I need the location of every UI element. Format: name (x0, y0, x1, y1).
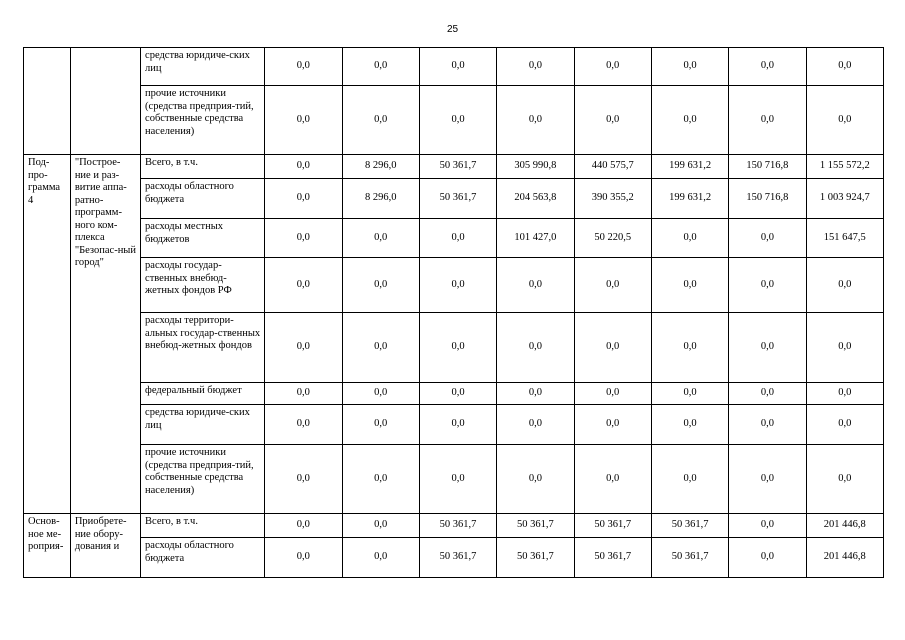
amount-cell: 150 716,8 (729, 179, 806, 219)
amount-cell: 0,0 (574, 48, 651, 86)
amount-cell: 50 361,7 (419, 538, 496, 578)
amount-cell: 201 446,8 (806, 538, 883, 578)
amount-cell: 0,0 (497, 445, 574, 514)
funding-source-label: прочие источники (средства предприя-тий, собственные средства населения) (141, 445, 265, 514)
amount-cell: 0,0 (574, 445, 651, 514)
amount-cell: 0,0 (342, 86, 419, 155)
amount-cell: 0,0 (265, 383, 342, 405)
amount-cell: 0,0 (497, 313, 574, 383)
amount-cell: 0,0 (419, 219, 496, 258)
table-row (24, 405, 884, 445)
table-row (24, 179, 884, 219)
amount-cell: 0,0 (806, 445, 883, 514)
table-row (24, 538, 884, 578)
amount-cell: 0,0 (729, 538, 806, 578)
amount-cell: 0,0 (342, 538, 419, 578)
table-row (24, 219, 884, 258)
funding-source-label: средства юридиче-ских лиц (141, 405, 265, 445)
amount-cell: 0,0 (574, 313, 651, 383)
amount-cell: 50 361,7 (574, 514, 651, 538)
amount-cell: 0,0 (651, 313, 728, 383)
amount-cell: 204 563,8 (497, 179, 574, 219)
amount-cell: 50 361,7 (497, 514, 574, 538)
amount-cell: 0,0 (806, 383, 883, 405)
table-row (24, 445, 884, 514)
amount-cell: 0,0 (806, 405, 883, 445)
amount-cell: 50 361,7 (419, 155, 496, 179)
table-row (24, 258, 884, 313)
amount-cell: 0,0 (651, 445, 728, 514)
page-number: 25 (446, 24, 459, 35)
funding-source-label: расходы местных бюджетов (141, 219, 265, 258)
amount-cell: 199 631,2 (651, 179, 728, 219)
funding-source-label: расходы государ-ственных внебюд-жетных фондов РФ (141, 258, 265, 313)
amount-cell: 0,0 (265, 313, 342, 383)
amount-cell: 305 990,8 (497, 155, 574, 179)
table-row (24, 383, 884, 405)
table-row (24, 86, 884, 155)
amount-cell: 0,0 (729, 383, 806, 405)
amount-cell: 0,0 (419, 383, 496, 405)
amount-cell: 0,0 (729, 514, 806, 538)
amount-cell: 0,0 (574, 405, 651, 445)
amount-cell: 0,0 (265, 514, 342, 538)
amount-cell: 0,0 (651, 48, 728, 86)
amount-cell: 0,0 (265, 86, 342, 155)
amount-cell: 0,0 (419, 313, 496, 383)
table-row (24, 514, 884, 538)
amount-cell: 0,0 (729, 445, 806, 514)
amount-cell: 0,0 (651, 258, 728, 313)
amount-cell: 0,0 (265, 155, 342, 179)
amount-cell: 0,0 (729, 86, 806, 155)
amount-cell: 0,0 (419, 405, 496, 445)
amount-cell: 0,0 (497, 383, 574, 405)
subprogram-title-cell: "Построе-ние и раз-витие аппа-ратно-программ-ного ком-плекса "Безопас-ный город" (70, 155, 140, 514)
funding-source-label: прочие источники (средства предприя-тий, собственные средства населения) (141, 86, 265, 155)
amount-cell: 0,0 (419, 258, 496, 313)
amount-cell: 1 155 572,2 (806, 155, 883, 179)
funding-source-label: федеральный бюджет (141, 383, 265, 405)
amount-cell: 0,0 (806, 313, 883, 383)
amount-cell: 0,0 (265, 405, 342, 445)
amount-cell: 8 296,0 (342, 155, 419, 179)
amount-cell: 0,0 (729, 405, 806, 445)
program-title-cell (70, 48, 140, 155)
budget-table (23, 47, 884, 578)
amount-cell: 0,0 (574, 258, 651, 313)
amount-cell: 0,0 (497, 405, 574, 445)
funding-source-label: расходы областного бюджета (141, 538, 265, 578)
amount-cell: 150 716,8 (729, 155, 806, 179)
amount-cell: 0,0 (806, 258, 883, 313)
funding-source-label: Всего, в т.ч. (141, 155, 265, 179)
amount-cell: 0,0 (342, 514, 419, 538)
amount-cell: 0,0 (265, 445, 342, 514)
amount-cell: 0,0 (342, 405, 419, 445)
table-row (24, 313, 884, 383)
amount-cell: 390 355,2 (574, 179, 651, 219)
amount-cell: 0,0 (806, 48, 883, 86)
amount-cell: 0,0 (729, 219, 806, 258)
amount-cell: 199 631,2 (651, 155, 728, 179)
amount-cell: 0,0 (265, 48, 342, 86)
amount-cell: 0,0 (342, 445, 419, 514)
amount-cell: 0,0 (342, 258, 419, 313)
amount-cell: 151 647,5 (806, 219, 883, 258)
subprogram-name-cell: Под-про-грамма 4 (24, 155, 71, 514)
amount-cell: 0,0 (651, 86, 728, 155)
amount-cell: 0,0 (419, 86, 496, 155)
amount-cell: 0,0 (497, 86, 574, 155)
amount-cell: 0,0 (342, 313, 419, 383)
table-row (24, 48, 884, 86)
amount-cell: 0,0 (419, 445, 496, 514)
table-row (24, 155, 884, 179)
funding-source-label: расходы областного бюджета (141, 179, 265, 219)
amount-cell: 0,0 (265, 258, 342, 313)
funding-source-label: средства юридиче-ских лиц (141, 48, 265, 86)
amount-cell: 50 361,7 (574, 538, 651, 578)
amount-cell: 0,0 (651, 219, 728, 258)
activity-name-cell: Основ-ное ме-роприя- (24, 514, 71, 578)
amount-cell: 50 361,7 (497, 538, 574, 578)
amount-cell: 0,0 (651, 405, 728, 445)
amount-cell: 101 427,0 (497, 219, 574, 258)
amount-cell: 0,0 (342, 48, 419, 86)
amount-cell: 0,0 (265, 179, 342, 219)
amount-cell: 50 361,7 (651, 514, 728, 538)
amount-cell: 0,0 (497, 258, 574, 313)
amount-cell: 1 003 924,7 (806, 179, 883, 219)
amount-cell: 0,0 (729, 48, 806, 86)
funding-source-label: Всего, в т.ч. (141, 514, 265, 538)
amount-cell: 50 361,7 (651, 538, 728, 578)
amount-cell: 0,0 (729, 258, 806, 313)
amount-cell: 0,0 (497, 48, 574, 86)
amount-cell: 0,0 (342, 219, 419, 258)
amount-cell: 50 361,7 (419, 514, 496, 538)
amount-cell: 50 361,7 (419, 179, 496, 219)
program-name-cell (24, 48, 71, 155)
amount-cell: 0,0 (342, 383, 419, 405)
amount-cell: 50 220,5 (574, 219, 651, 258)
amount-cell: 201 446,8 (806, 514, 883, 538)
amount-cell: 0,0 (806, 86, 883, 155)
amount-cell: 8 296,0 (342, 179, 419, 219)
activity-title-cell: Приобрете-ние обору-дования и (70, 514, 140, 578)
amount-cell: 0,0 (265, 219, 342, 258)
amount-cell: 0,0 (729, 313, 806, 383)
amount-cell: 0,0 (651, 383, 728, 405)
amount-cell: 0,0 (265, 538, 342, 578)
amount-cell: 0,0 (574, 86, 651, 155)
amount-cell: 0,0 (419, 48, 496, 86)
funding-source-label: расходы территори-альных государ-ственных внебюд-жетных фондов (141, 313, 265, 383)
amount-cell: 0,0 (574, 383, 651, 405)
amount-cell: 440 575,7 (574, 155, 651, 179)
